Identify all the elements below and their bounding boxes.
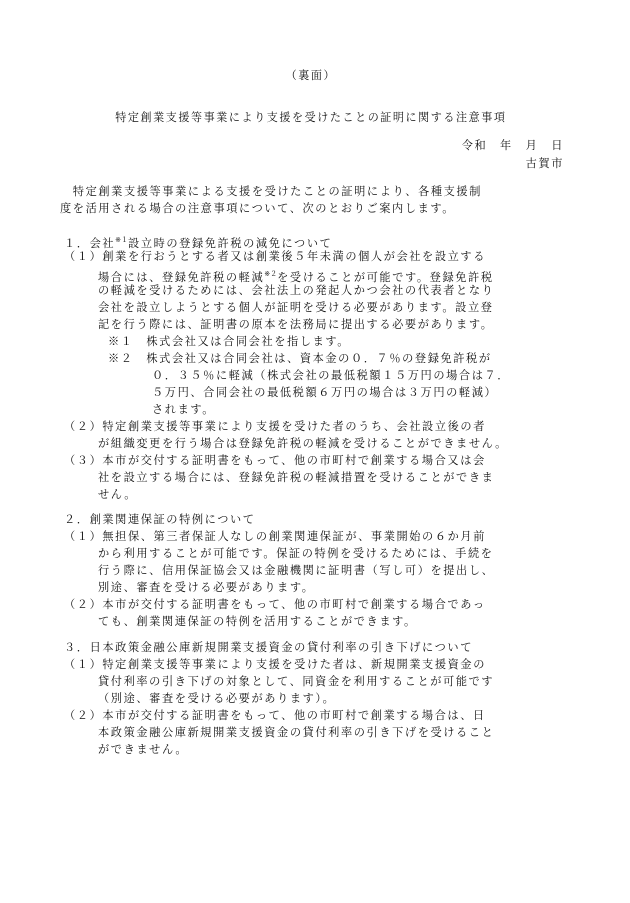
section1-item2-line: が組織変更を行う場合は登録免許税の軽減を受けることができません。 xyxy=(98,437,508,450)
section1-item3-line: （３）本市が交付する証明書をもって、他の市町村で創業する場合又は会 xyxy=(64,454,486,467)
footnote-line: ※２ 株式会社又は合同会社は、資本金の０．７％の登録免許税が xyxy=(108,352,492,365)
section3-item2-line: 本政策金融公庫新規開業支援資金の貸付利率の引き下げを受けること xyxy=(98,726,495,739)
section1-item1-line: 会社を設立しようとする個人が証明を受ける必要があります。設立登 xyxy=(98,301,494,314)
section3-item2-line: ができません。 xyxy=(98,743,189,756)
footnote-line: ※１ 株式会社又は合同会社を指します。 xyxy=(108,335,351,348)
footnote-marker: ※１ xyxy=(115,236,129,244)
section1-item3-line: 社を設立する場合には、登録免許税の軽減措置を受けることができま xyxy=(98,471,495,484)
footnote-marker: ※２ xyxy=(264,270,278,278)
section2-item1-line: 行う際に、信用保証協会又は金融機関に証明書（写し可）を提出し、 xyxy=(98,564,495,577)
side-label: （裏面） xyxy=(285,69,337,82)
section3-item2-line: （２）本市が交付する証明書をもって、他の市町村で創業する場合は、日 xyxy=(64,709,486,722)
date-line: 令和 年 月 日 xyxy=(461,139,564,152)
section2-item1-line: から利用することが可能です。保証の特例を受けるためには、手続を xyxy=(98,547,494,560)
intro-line: 度を活用される場合の注意事項について、次のとおりご案内します。 xyxy=(60,202,456,215)
footnote-line: されます。 xyxy=(152,403,216,416)
section3-item1-line: （別途、審査を受ける必要があります）。 xyxy=(98,692,336,705)
section1-item1-line: （１）創業を行おうとする者又は創業後５年未満の個人が会社を設立する xyxy=(64,250,486,263)
document-title: 特定創業支援等事業により支援を受けたことの証明に関する注意事項 xyxy=(115,111,507,124)
section1-item2-line: （２）特定創業支援等事業により支援を受けた者のうち、会社設立後の者 xyxy=(64,420,486,433)
section1-item1-line: の軽減を受けるためには、会社法上の発起人かつ会社の代表者となり xyxy=(98,284,495,297)
intro-line: 特定創業支援等事業による支援を受けたことの証明により、各種支援制 xyxy=(60,185,482,198)
section2-item1-line: 別途、審査を受ける必要があります。 xyxy=(98,581,315,594)
section1-item1-line: 場合には、登録免許税の軽減$^{※2}$を受けることが可能です。登録免許税 xyxy=(98,270,494,284)
section1-heading: １．会社$^{※1}$設立時の登録免許税の減免について xyxy=(64,236,333,250)
footnote-line: ０．３５％に軽減（株式会社の最低税額１５万円の場合は７． xyxy=(152,369,511,382)
section3-heading: ３．日本政策金融公庫新規開業支援資金の貸付利率の引き下げについて xyxy=(64,641,473,654)
section2-item1-line: （１）無担保、第三者保証人なしの創業関連保証が、事業開始の６か月前 xyxy=(64,530,486,543)
section1-item1-line: 記を行う際には、証明書の原本を法務局に提出する必要があります。 xyxy=(98,318,494,331)
footnote-line: ５万円、合同会社の最低税額６万円の場合は３万円の軽減） xyxy=(152,386,498,399)
section3-item1-line: 貸付利率の引き下げの対象として、同資金を利用することが可能です xyxy=(98,675,495,688)
section2-item2-line: ても、創業関連保証の特例を活用することができます。 xyxy=(98,615,417,628)
section3-item1-line: （１）特定創業支援等事業により支援を受けた者は、新規開業支援資金の xyxy=(64,658,486,671)
section2-item2-line: （２）本市が交付する証明書をもって、他の市町村で創業する場合であっ xyxy=(64,598,486,611)
section2-heading: ２．創業関連保証の特例について xyxy=(64,513,256,526)
section1-item3-line: せん。 xyxy=(98,488,138,501)
issuer-name: 古賀市 xyxy=(525,157,564,170)
